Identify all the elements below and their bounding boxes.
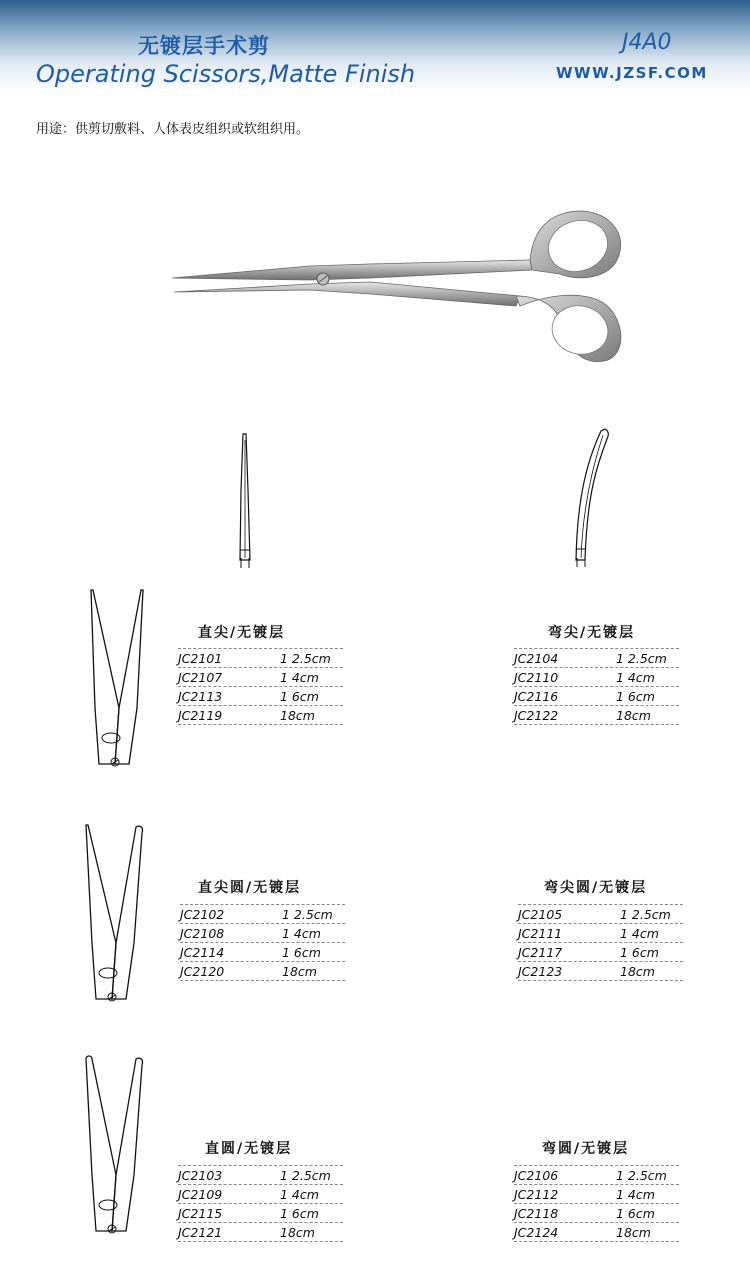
product-size: 1 4cm bbox=[620, 926, 659, 941]
table-row bbox=[514, 668, 679, 687]
product-code: JC2121 bbox=[178, 1225, 223, 1240]
product-size: 1 2.5cm bbox=[280, 651, 331, 666]
group-heading-straight-sharp-blunt: 直尖圆/无镀层 bbox=[198, 880, 302, 896]
product-size: 1 6cm bbox=[282, 945, 321, 960]
table-row bbox=[180, 904, 345, 924]
product-code: JC2108 bbox=[180, 926, 225, 941]
product-size: 18cm bbox=[280, 1225, 315, 1240]
product-table-straight-sharp-blunt bbox=[180, 904, 345, 981]
table-row bbox=[514, 1223, 679, 1242]
product-code: JC2111 bbox=[518, 926, 563, 941]
product-size: 1 4cm bbox=[280, 1187, 319, 1202]
product-size: 1 6cm bbox=[616, 1206, 655, 1221]
product-size: 1 2.5cm bbox=[280, 1168, 331, 1183]
product-size: 1 2.5cm bbox=[616, 1168, 667, 1183]
table-row bbox=[514, 648, 679, 668]
product-size: 18cm bbox=[616, 1225, 651, 1240]
table-row bbox=[180, 924, 345, 943]
product-table-curved-sharp bbox=[514, 648, 679, 725]
product-size: 18cm bbox=[280, 708, 315, 723]
straight-tip-illustration bbox=[230, 430, 260, 570]
table-row bbox=[178, 668, 343, 687]
product-code: JC2119 bbox=[178, 708, 223, 723]
product-code: JC2107 bbox=[178, 670, 223, 685]
group-heading-curved-sharp-blunt: 弯尖圆/无镀层 bbox=[544, 880, 648, 896]
table-row bbox=[514, 706, 679, 725]
group-heading-curved-sharp: 弯尖/无镀层 bbox=[548, 625, 636, 641]
table-row bbox=[514, 1204, 679, 1223]
product-size: 1 2.5cm bbox=[616, 651, 667, 666]
product-code: JC2112 bbox=[514, 1187, 559, 1202]
table-row bbox=[178, 1223, 343, 1242]
product-size: 18cm bbox=[616, 708, 651, 723]
product-size: 1 4cm bbox=[282, 926, 321, 941]
product-code: JC2106 bbox=[514, 1168, 559, 1183]
product-code: JC2109 bbox=[178, 1187, 223, 1202]
curved-tip-illustration bbox=[565, 425, 625, 570]
table-row bbox=[514, 687, 679, 706]
table-row bbox=[178, 1185, 343, 1204]
table-row bbox=[178, 706, 343, 725]
product-code: JC2122 bbox=[514, 708, 559, 723]
product-size: 1 6cm bbox=[280, 1206, 319, 1221]
tip-drawing-blunt-blunt bbox=[80, 1055, 150, 1237]
group-heading-straight-blunt: 直圆/无镀层 bbox=[205, 1141, 293, 1157]
product-code: JC2114 bbox=[180, 945, 225, 960]
table-row bbox=[178, 1165, 343, 1185]
product-table-straight-sharp bbox=[178, 648, 343, 725]
table-row bbox=[518, 924, 683, 943]
product-table-curved-blunt bbox=[514, 1165, 679, 1242]
product-size: 1 6cm bbox=[280, 689, 319, 704]
table-row bbox=[518, 962, 683, 981]
product-code: JC2105 bbox=[518, 907, 563, 922]
title-english: Operating Scissors,Matte Finish bbox=[36, 60, 416, 88]
product-size: 1 2.5cm bbox=[620, 907, 671, 922]
tip-drawing-sharp-sharp bbox=[85, 588, 150, 770]
table-row bbox=[518, 943, 683, 962]
table-row bbox=[178, 687, 343, 706]
product-table-straight-blunt bbox=[178, 1165, 343, 1242]
table-row bbox=[178, 648, 343, 668]
product-size: 18cm bbox=[282, 964, 317, 979]
product-size: 1 2.5cm bbox=[282, 907, 333, 922]
product-size: 1 4cm bbox=[616, 670, 655, 685]
header-banner bbox=[0, 0, 750, 92]
usage-description: 用途：供剪切敷料、人体表皮组织或软组织用。 bbox=[36, 122, 310, 137]
product-size: 1 4cm bbox=[280, 670, 319, 685]
tip-drawing-sharp-blunt bbox=[80, 823, 150, 1005]
group-heading-straight-sharp: 直尖/无镀层 bbox=[198, 625, 286, 641]
product-code: JC2103 bbox=[178, 1168, 223, 1183]
product-code: JC2116 bbox=[514, 689, 559, 704]
product-code: JC2124 bbox=[514, 1225, 559, 1240]
website-link[interactable]: WWW.JZSF.COM bbox=[556, 64, 708, 82]
table-row bbox=[518, 904, 683, 924]
product-code: JC2117 bbox=[518, 945, 563, 960]
table-row bbox=[180, 962, 345, 981]
table-row bbox=[180, 943, 345, 962]
table-row bbox=[178, 1204, 343, 1223]
product-code: JC2104 bbox=[514, 651, 559, 666]
product-code: JC2113 bbox=[178, 689, 223, 704]
table-row bbox=[514, 1165, 679, 1185]
product-size: 1 4cm bbox=[616, 1187, 655, 1202]
product-size: 18cm bbox=[620, 964, 655, 979]
product-size: 1 6cm bbox=[616, 689, 655, 704]
product-size: 1 6cm bbox=[620, 945, 659, 960]
table-row bbox=[514, 1185, 679, 1204]
product-code: JC2110 bbox=[514, 670, 559, 685]
product-code: JC2102 bbox=[180, 907, 225, 922]
scissors-photo bbox=[160, 200, 630, 380]
product-code: JC2123 bbox=[518, 964, 563, 979]
group-heading-curved-blunt: 弯圆/无镀层 bbox=[542, 1141, 630, 1157]
product-code: JC2115 bbox=[178, 1206, 223, 1221]
title-chinese: 无镀层手术剪 bbox=[138, 34, 270, 58]
product-code: JC2120 bbox=[180, 964, 225, 979]
product-code: JC2118 bbox=[514, 1206, 559, 1221]
product-table-curved-sharp-blunt bbox=[518, 904, 683, 981]
catalog-code: J4A0 bbox=[622, 30, 672, 55]
product-code: JC2101 bbox=[178, 651, 223, 666]
